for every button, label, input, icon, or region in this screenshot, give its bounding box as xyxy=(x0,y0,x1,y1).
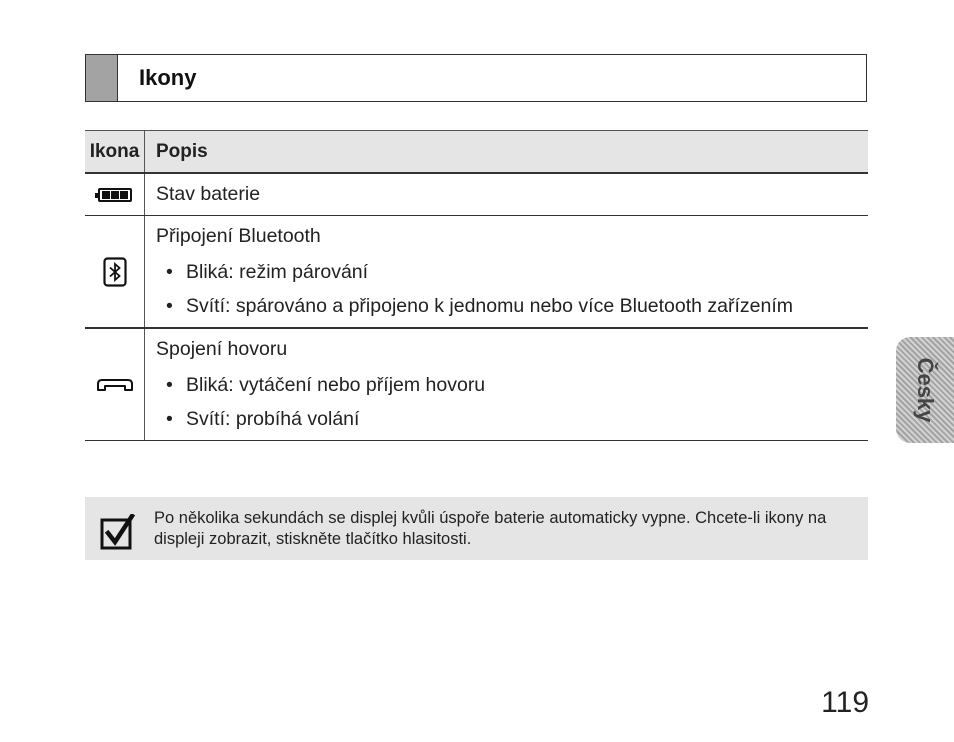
page-number: 119 xyxy=(821,686,869,719)
note-text: Po několika sekundách se displej kvůli úspoře baterie automaticky vypne. Chcete-li ikony na displeji zobrazit, stiskněte tlačítko hlasitosti. xyxy=(154,508,827,548)
column-header-description: Popis xyxy=(145,131,869,174)
bluetooth-icon xyxy=(103,257,127,287)
section-title: Ikony xyxy=(139,65,197,90)
list-item: • Svítí: spárováno a připojeno k jednomu nebo více Bluetooth zařízením xyxy=(156,293,857,319)
list-item: • Bliká: vytáčení nebo příjem hovoru xyxy=(156,372,857,398)
table-row xyxy=(85,216,868,329)
row-title: Připojení Bluetooth xyxy=(156,225,321,247)
column-header-icon: Ikona xyxy=(85,131,145,174)
call-icon xyxy=(95,378,135,394)
icon-cell xyxy=(85,216,145,329)
table-row xyxy=(85,328,868,441)
language-tab xyxy=(896,337,954,443)
icon-table xyxy=(85,130,868,441)
checkbox-icon xyxy=(100,514,136,550)
row-title: Stav baterie xyxy=(156,183,261,205)
bullet-list xyxy=(156,259,857,319)
section-header-tab xyxy=(86,55,118,101)
bullet-list xyxy=(156,372,857,432)
icon-cell xyxy=(85,328,145,441)
description-cell xyxy=(145,216,869,329)
table-header-row xyxy=(85,131,868,174)
description-cell xyxy=(145,173,869,216)
note-box xyxy=(85,497,868,560)
table-row xyxy=(85,173,868,216)
icon-cell xyxy=(85,173,145,216)
description-cell xyxy=(145,328,869,441)
language-tab-label: Česky xyxy=(913,357,938,423)
section-header xyxy=(85,54,867,102)
row-title: Spojení hovoru xyxy=(156,338,288,360)
battery-icon xyxy=(98,188,132,202)
list-item: • Bliká: režim párování xyxy=(156,259,857,285)
list-item: • Svítí: probíhá volání xyxy=(156,406,857,432)
